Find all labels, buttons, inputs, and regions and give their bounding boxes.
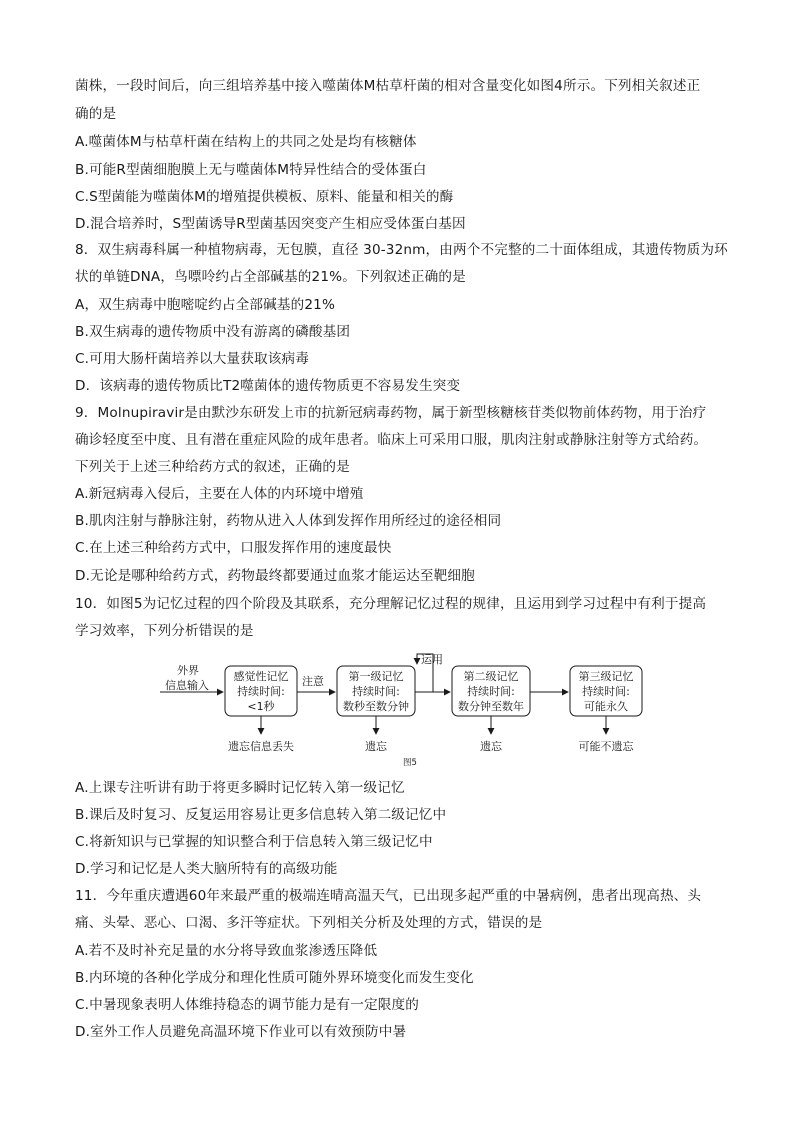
q7-option-c: C.S型菌能为噬菌体M的增殖提供模板、原料、能量和相关的酶 (75, 189, 454, 205)
q9-stem-line-2: 确诊轻度至中度、且有潜在重症风险的成年患者。临床上可采用口服，肌肉注射或静脉注射等方式给药。 (75, 432, 708, 448)
q8-option-c: C.可用大肠杆菌培养以大量获取该病毒 (75, 351, 310, 367)
use-label: 运用 (421, 653, 443, 666)
q11-option-d: D.室外工作人员避免高温环境下作业可以有效预防中暑 (75, 1024, 407, 1040)
q11-stem-line-1: 11．今年重庆遭遇60年来最严重的极端连晴高温天气，已出现多起严重的中暑病例，患者出现高热、头 (75, 888, 702, 904)
q7-stem-line-1: 菌株，一段时间后，向三组培养基中接入噬菌体M枯草杆菌的相对含量变化如图4所示。下列相关叙述正 (75, 78, 701, 94)
q11-option-a: A.若不及时补充足量的水分将导致血浆渗透压降低 (75, 943, 378, 959)
outcome-4: 可能不遗忘 (578, 740, 634, 753)
q10-option-a: A.上课专注听讲有助于将更多瞬时记忆转入第一级记忆 (75, 780, 405, 796)
q10-stem-line-2: 学习效率，下列分析错误的是 (75, 623, 254, 639)
outcome-2: 遗忘 (365, 740, 387, 753)
q10-option-b: B.课后及时复习、反复运用容易让更多信息转入第二级记忆中 (75, 807, 447, 823)
q7-option-d: D.混合培养时，S型菌诱导R型菌基因突变产生相应受体蛋白基因 (75, 216, 466, 232)
box1-duration-value: <1秒 (247, 700, 275, 713)
q11-option-c: C.中暑现象表明人体维持稳态的调节能力是有一定限度的 (75, 997, 419, 1013)
box1-title: 感觉性记忆 (233, 670, 289, 683)
outcome-3: 遗忘 (480, 740, 502, 753)
input-label-line-1: 外界 (177, 664, 199, 677)
q9-option-b: B.肌肉注射与静脉注射，药物从进入人体到发挥作用所经过的途径相同 (75, 513, 502, 529)
box2-duration-label: 持续时间: (352, 685, 400, 698)
box2-title: 第一级记忆 (348, 670, 404, 683)
attention-label: 注意 (302, 675, 324, 688)
q8-option-a: A，双生病毒中胞嘧啶约占全部碱基的21% (75, 297, 336, 313)
q7-option-a: A.噬菌体M与枯草杆菌在结构上的共同之处是均有核糖体 (75, 134, 417, 150)
q7-stem-line-2: 确的是 (75, 106, 117, 122)
memory-stages-diagram (155, 652, 675, 770)
q8-option-b: B.双生病毒的遗传物质中没有游离的磷酸基团 (75, 324, 351, 340)
input-label-line-2: 信息输入 (165, 679, 209, 692)
q10-option-c: C.将新知识与已掌握的知识整合利于信息转入第三级记忆中 (75, 834, 433, 850)
box3-title: 第二级记忆 (463, 670, 519, 683)
q11-option-b: B.内环境的各种化学成分和理化性质可随外界环境变化而发生变化 (75, 970, 474, 986)
box3-duration-value: 数分钟至数年 (458, 700, 524, 713)
q8-stem-line-2: 状的单链DNA，鸟嘌呤约占全部碱基的21%。下列叙述正确的是 (75, 269, 466, 285)
box4-duration-value: 可能永久 (584, 700, 628, 713)
outcome-1: 遗忘信息丢失 (228, 740, 294, 753)
figure-caption: 图5 (403, 758, 417, 768)
q8-stem-line-1: 8．双生病毒科属一种植物病毒，无包膜，直径 30-32nm，由两个不完整的二十面体组成，其遗传物质为环 (75, 242, 728, 258)
q7-option-b: B.可能R型菌细胞膜上无与噬菌体M特异性结合的受体蛋白 (75, 162, 427, 178)
q11-stem-line-2: 痛、头晕、恶心、口渴、多汗等症状。下列相关分析及处理的方式，错误的是 (75, 915, 543, 931)
q9-stem-line-3: 下列关于上述三种给药方式的叙述，正确的是 (75, 459, 350, 475)
box4-duration-label: 持续时间: (582, 685, 630, 698)
q10-option-d: D.学习和记忆是人类大脑所特有的高级功能 (75, 861, 338, 877)
q8-option-d: D．该病毒的遗传物质比T2噬菌体的遗传物质更不容易发生突变 (75, 378, 461, 394)
box4-title: 第三级记忆 (578, 670, 634, 683)
q9-option-a: A.新冠病毒入侵后，主要在人体的内环境中增殖 (75, 486, 364, 502)
q9-stem-line-1: 9．Molnupiravir是由默沙东研发上市的抗新冠病毒药物，属于新型核糖核苷类似物前体药物，用于治疗 (75, 405, 707, 421)
q9-option-c: C.在上述三种给药方式中，口服发挥作用的速度最快 (75, 540, 392, 556)
box3-duration-label: 持续时间: (467, 685, 515, 698)
box2-duration-value: 数秒至数分钟 (343, 700, 409, 713)
box1-duration-label: 持续时间: (237, 685, 285, 698)
q9-option-d: D.无论是哪种给药方式，药物最终都要通过血浆才能运达至靶细胞 (75, 568, 475, 584)
q10-stem-line-1: 10．如图5为记忆过程的四个阶段及其联系，充分理解记忆过程的规律，且运用到学习过程中有利于提高 (75, 596, 707, 612)
memory-diagram-svg (155, 652, 675, 770)
